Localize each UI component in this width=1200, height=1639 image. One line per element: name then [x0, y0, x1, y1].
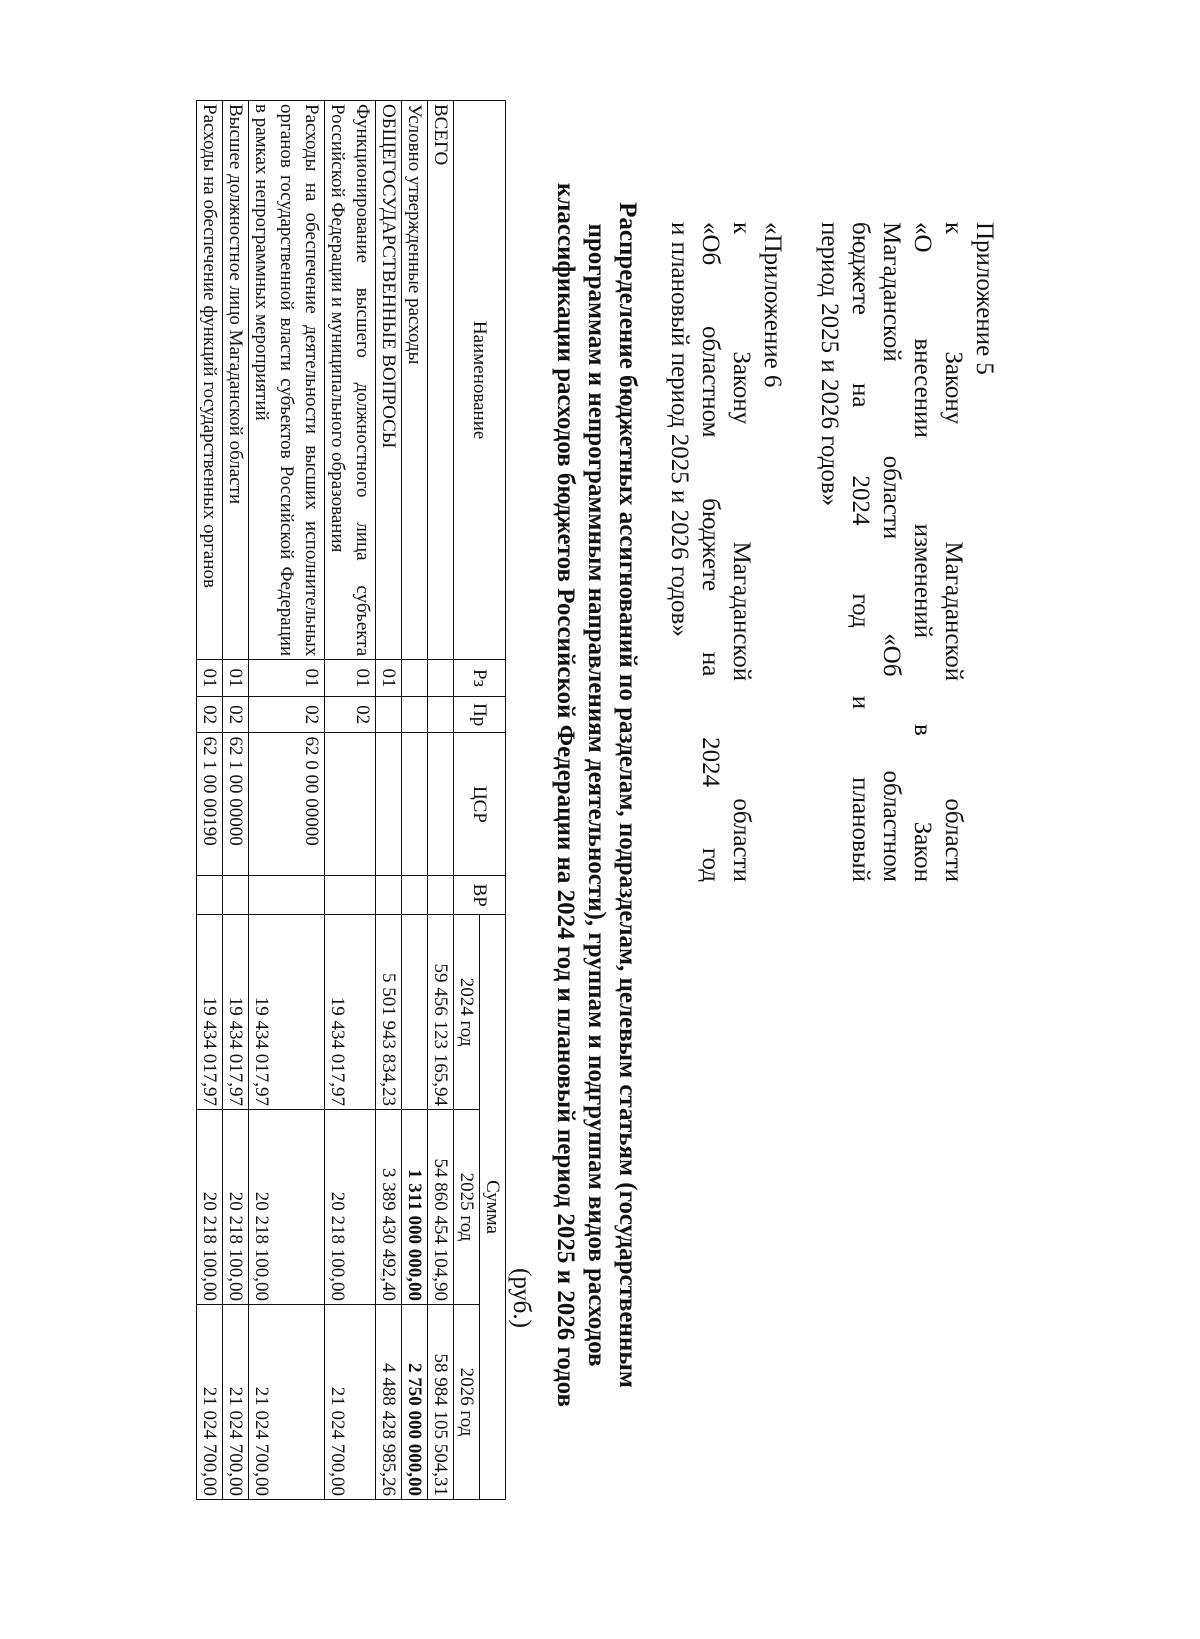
table-row: [428, 101, 454, 1500]
title-line-2: программам и непрограммным направлениям деятельности), группам и подгруппам видов расходов: [583, 223, 610, 1367]
word: 2024: [697, 737, 724, 788]
row-name: Расходы на обеспечение функций государственных органов: [197, 101, 223, 660]
word: бюджете: [847, 222, 874, 315]
row-2026: 21 024 700,00: [197, 1304, 223, 1499]
word: Закон: [909, 821, 936, 882]
row-2025: 20 218 100,00: [325, 1110, 376, 1305]
annex-5-line-4: [876, 222, 907, 882]
table-row: [223, 101, 249, 1500]
word: области: [940, 798, 967, 882]
row-2024: 19 434 017,97: [325, 915, 376, 1110]
word: Магаданской: [940, 541, 967, 682]
word: к: [728, 222, 755, 235]
annex-5-line-6: период 2025 и 2026 годов»: [816, 222, 843, 507]
row-2024: 19 434 017,97: [197, 915, 223, 1110]
row-name: ОБЩЕГОСУДАРСТВЕННЫЕ ВОПРОСЫ: [376, 101, 402, 660]
word: областном: [697, 326, 724, 438]
annex-5-line-2: [938, 222, 969, 882]
row-vr: [402, 876, 428, 915]
word: «Об: [697, 222, 724, 266]
word: бюджете: [697, 498, 724, 592]
word: плановый: [847, 777, 874, 882]
annex-6-line-4: и плановый период 2025 и 2026 годов»: [666, 222, 693, 637]
row-rz: 01: [223, 660, 249, 697]
word: к: [940, 222, 967, 235]
row-rz: 01: [376, 660, 402, 697]
title-line-1: Распределение бюджетных ассигнований по разделам, подразделам, целевым статьям (государственным: [614, 202, 641, 1388]
table-header-row: [480, 101, 506, 1500]
row-vr: [325, 876, 376, 915]
row-pr: [428, 696, 454, 733]
header-pr: Пр: [454, 696, 506, 733]
row-vr: [249, 876, 325, 915]
row-2026: 2 750 000 000,00: [402, 1304, 428, 1499]
row-csr: [428, 733, 454, 876]
row-2024: 5 501 943 834,23: [376, 915, 402, 1110]
row-pr: 02: [249, 696, 325, 733]
row-name: Условно утвержденные расходы: [402, 101, 428, 660]
word: областном: [878, 770, 905, 882]
table-row: [376, 101, 402, 1500]
document-title: [550, 120, 643, 1470]
word: области: [878, 455, 905, 540]
annex-6-line-2: [726, 222, 757, 882]
row-csr: 62 0 00 00000: [249, 733, 325, 876]
row-pr: [402, 696, 428, 733]
word: «Об: [878, 633, 905, 677]
row-vr: [428, 876, 454, 915]
row-2026: 21 024 700,00: [223, 1304, 249, 1499]
word: год: [847, 593, 874, 628]
word: 2024: [847, 475, 874, 526]
row-2024: 19 434 017,97: [249, 915, 325, 1110]
word: Магаданской: [728, 541, 755, 682]
table-row: [197, 101, 223, 1500]
annex-5-line-5: [845, 222, 876, 882]
row-rz: 01: [325, 660, 376, 697]
header-2024: 2024 год: [454, 915, 480, 1110]
row-csr: [402, 733, 428, 876]
row-2025: 20 218 100,00: [223, 1110, 249, 1305]
row-rz: 01: [249, 660, 325, 697]
word: «О: [909, 222, 936, 253]
header-csr: ЦСР: [454, 733, 506, 876]
row-csr: [325, 733, 376, 876]
budget-table: [196, 100, 506, 1500]
row-2026: 4 488 428 985,26: [376, 1304, 402, 1499]
row-vr: [376, 876, 402, 915]
row-2025: 20 218 100,00: [197, 1110, 223, 1305]
annex-6-line-3: [695, 222, 726, 882]
annex-5-line-3: [907, 222, 938, 882]
row-pr: [376, 696, 402, 733]
currency-unit: (руб.): [508, 1268, 535, 1328]
word: год: [697, 847, 724, 882]
row-2024: [402, 915, 428, 1110]
word: Закону: [728, 351, 755, 425]
annex-6-label: «Приложение 6: [759, 222, 786, 388]
row-2025: 3 389 430 492,40: [376, 1110, 402, 1305]
header-2026: 2026 год: [454, 1304, 480, 1499]
row-name: Высшее должностное лицо Магаданской области: [223, 101, 249, 660]
word: на: [697, 651, 724, 677]
header-rz: Рз: [454, 660, 506, 697]
annex-5-caption: [814, 222, 1000, 882]
row-rz: 01: [197, 660, 223, 697]
row-2025: 20 218 100,00: [249, 1110, 325, 1305]
header-2025: 2025 год: [454, 1110, 480, 1305]
row-pr: 02: [325, 696, 376, 733]
row-name: Функционирование высшего должностного лица субъекта Российской Федерации и муниципального образования: [325, 101, 376, 660]
row-2026: 21 024 700,00: [325, 1304, 376, 1499]
row-csr: [376, 733, 402, 876]
row-csr: 62 1 00 00190: [197, 733, 223, 876]
header-sum: Сумма: [480, 915, 506, 1500]
row-pr: 02: [223, 696, 249, 733]
row-2024: 19 434 017,97: [223, 915, 249, 1110]
row-name: Расходы на обеспечение деятельности высших исполнительных органов государственной власти субъектов Российской Федерации в рамках непрограммных мероприятий: [249, 101, 325, 660]
row-pr: 02: [197, 696, 223, 733]
row-rz: [402, 660, 428, 697]
row-2025: 54 860 454 104,90: [428, 1110, 454, 1305]
word: Магаданской: [878, 222, 905, 362]
row-2026: 21 024 700,00: [249, 1304, 325, 1499]
table-row: [402, 101, 428, 1500]
header-vr: ВР: [454, 876, 506, 915]
row-name: ВСЕГО: [428, 101, 454, 660]
row-2024: 59 456 123 165,94: [428, 915, 454, 1110]
row-2026: 58 984 105 504,31: [428, 1304, 454, 1499]
word: на: [847, 382, 874, 408]
word: изменений: [909, 523, 936, 639]
word: области: [728, 798, 755, 882]
table-row: [249, 101, 325, 1500]
row-2025: 1 311 000 000,00: [402, 1110, 428, 1305]
annex-5-label: Приложение 5: [971, 222, 998, 375]
header-name: Наименование: [454, 101, 506, 660]
row-vr: [223, 876, 249, 915]
title-line-3: классификации расходов бюджетов Российской Федерации на 2024 год и плановый период 2025 и 2026 годов: [552, 182, 579, 1408]
row-vr: [197, 876, 223, 915]
row-csr: 62 1 00 00000: [223, 733, 249, 876]
word: в: [909, 723, 936, 736]
word: внесении: [909, 338, 936, 438]
table-row: [325, 101, 376, 1500]
annex-6-caption: [664, 222, 788, 882]
row-rz: [428, 660, 454, 697]
word: и: [847, 695, 874, 710]
word: Закону: [940, 351, 967, 425]
